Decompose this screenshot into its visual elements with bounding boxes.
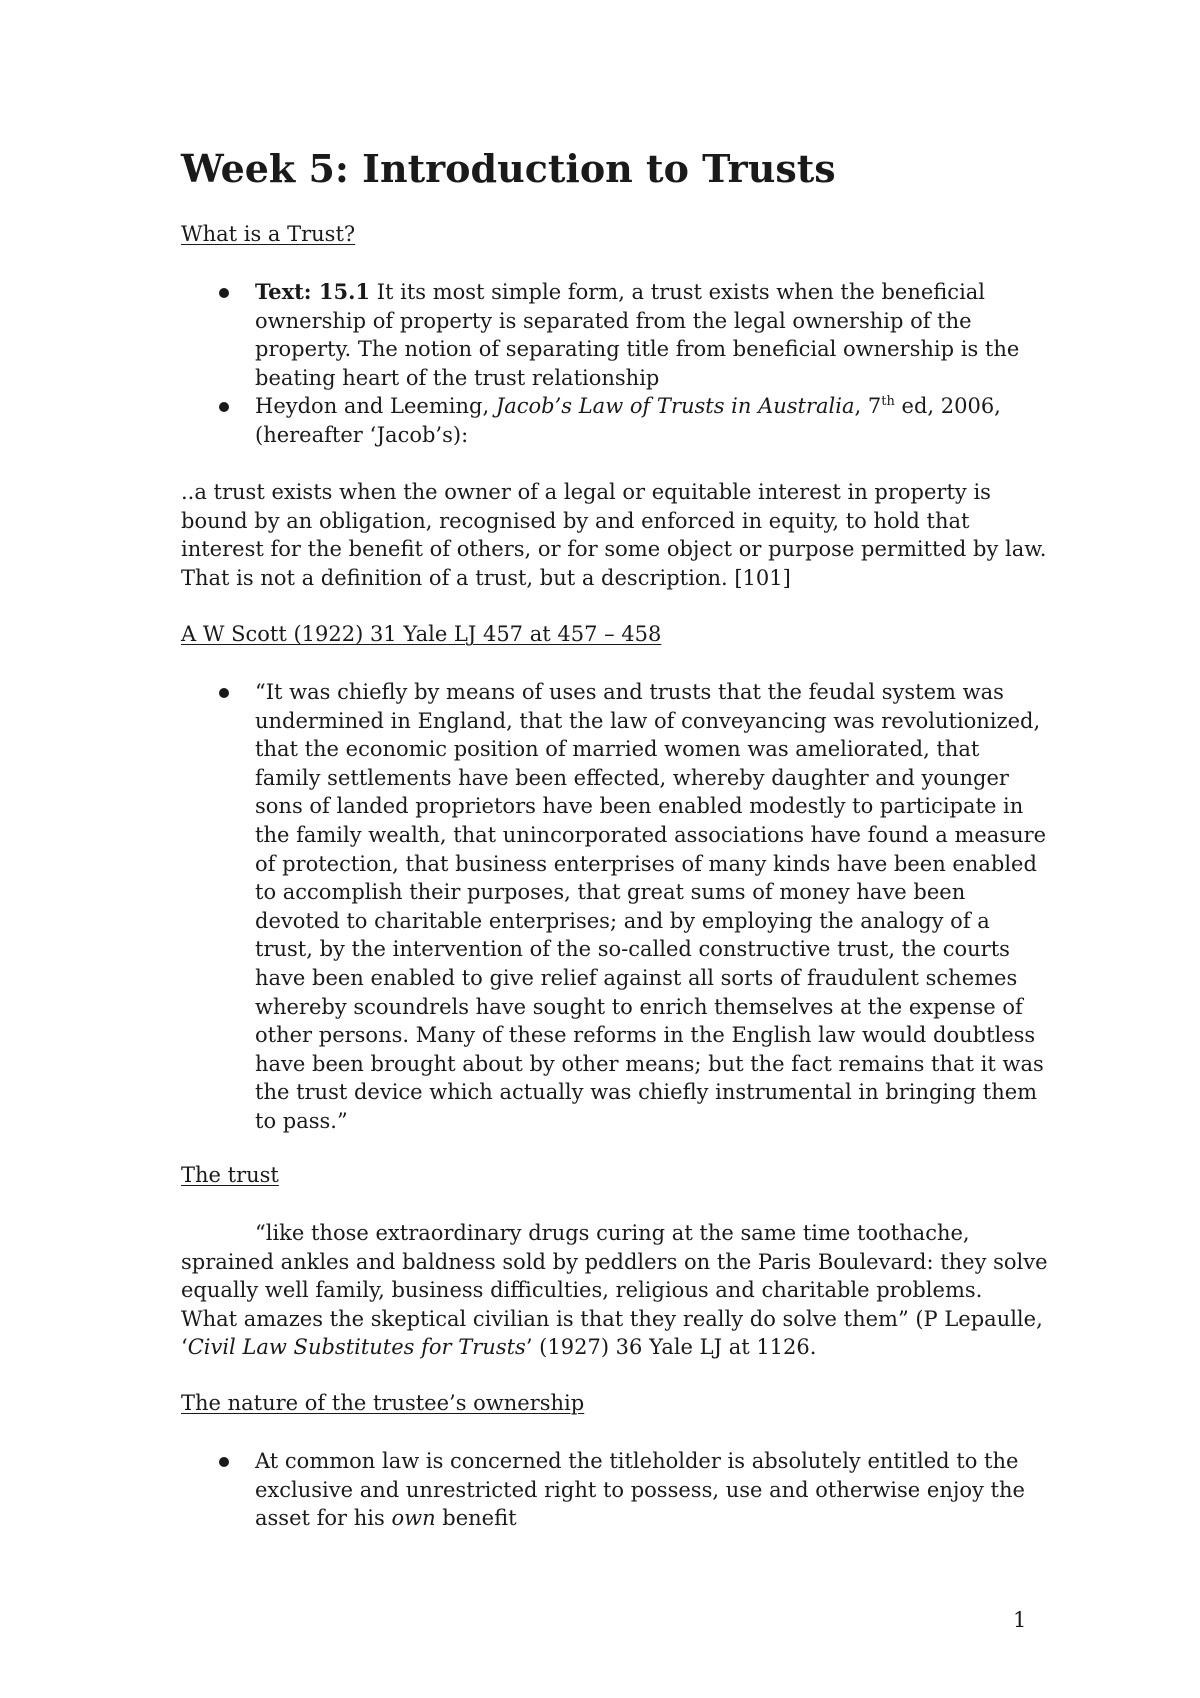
bullet-list-what-is-a-trust [255,278,1045,450]
quote-line: equally well family, business difficulties, religious and charitable problems. [181,1278,983,1303]
quote-line: ‘Civil Law Substitutes for Trusts’ (1927) 36 Yale LJ at 1126. [181,1335,817,1360]
lepaulle-quote [181,1219,1048,1362]
bullet-line: At common law is concerned the titleholder is absolutely entitled to the [255,1449,1019,1473]
bullet-common-law [255,1447,1045,1533]
bullet-line: the trust device which actually was chiefly instrumental in bringing them [255,1080,1038,1105]
bullet-line: family settlements have been effected, whereby daughter and younger [255,765,1009,790]
bullet-line: to pass.” [255,1108,348,1133]
quote-line: ..a trust exists when the owner of a legal or equitable interest in property is [181,480,991,504]
bullet-line: “It was chiefly by means of uses and trusts that the feudal system was [255,680,1004,704]
bullet-line: trust, by the intervention of the so-called constructive trust, the courts [255,937,1010,962]
bullet-line: have been brought about by other means; but the fact remains that it was [255,1051,1044,1076]
heading-trustee-ownership: The nature of the trustee’s ownership [181,1391,585,1415]
bullet-line: beating heart of the trust relationship [255,365,660,390]
emphasis-own: own [391,1506,436,1531]
bullet-line: to accomplish their purposes, that great sums of money have been [255,880,966,905]
bullet-icon [219,402,229,412]
quote-line: bound by an obligation, recognised by and enforced in equity, to hold that [181,508,970,533]
quote-line: sprained ankles and baldness sold by peddlers on the Paris Boulevard: they solve [181,1249,1048,1274]
jacobs-quote [181,478,1047,592]
quote-line: What amazes the skeptical civilian is that they really do solve them” (P Lepaulle, [181,1306,1043,1331]
bullet-icon [219,288,229,298]
bullet-line: whereby scoundrels have sought to enrich themselves at the expense of [255,994,1023,1019]
bullet-line: the family wealth, that unincorporated associations have found a measure [255,822,1047,847]
bullet-line: ownership of property is separated from the legal ownership of the [255,308,972,333]
quote-line: “like those extraordinary drugs curing at the same time toothache, [255,1221,970,1245]
bullet-line: other persons. Many of these reforms in the English law would doubtless [255,1023,1036,1048]
page-title: Week 5: Introduction to Trusts [181,146,836,191]
bullet-line: that the economic position of married women was ameliorated, that [255,737,980,762]
bullet-line: devoted to charitable enterprises; and by employing the analogy of a [255,908,990,933]
bold-label: Text: 15.1 [255,279,371,304]
bullet-icon [219,1457,229,1467]
bullet-line: property. The notion of separating title from beneficial ownership is the [255,337,1020,362]
quote-line: That is not a definition of a trust, but a description. [101] [181,565,791,590]
bullet-scott-quote [255,678,1045,1136]
bullet-line: (hereafter ‘Jacob’s): [255,422,469,447]
bullet-list-scott [255,678,1045,1136]
bullet-text-15-1 [255,278,1045,392]
bullet-line: Heydon and Leeming, Jacob’s Law of Trusts in Australia, 7th ed, 2006, [255,394,1001,419]
bullet-line: exclusive and unrestricted right to possess, use and otherwise enjoy the [255,1477,1025,1502]
quote-line: interest for the benefit of others, or for some object or purpose permitted by law. [181,537,1047,562]
heading-what-is-a-trust: What is a Trust? [181,222,356,246]
heading-the-trust: The trust [181,1163,279,1187]
page-number: 1 [1013,1608,1027,1632]
article-title: Civil Law Substitutes for Trusts [187,1335,526,1360]
bullet-line: sons of landed proprietors have been enabled modestly to participate in [255,794,1024,819]
bullet-line: have been enabled to give relief against all sorts of fraudulent schemes [255,965,1018,990]
bullet-icon [219,688,229,698]
bullet-line: of protection, that business enterprises of many kinds have been enabled [255,851,1037,876]
book-title: Jacob’s Law of Trusts in Australia [495,394,855,419]
bullet-list-trustee-ownership [255,1447,1045,1533]
bullet-jacobs [255,392,1045,449]
bullet-line: undermined in England, that the law of conveyancing was revolutionized, [255,708,1041,733]
bullet-line: Text: 15.1 It its most simple form, a trust exists when the beneficial [255,279,986,304]
heading-scott: A W Scott (1922) 31 Yale LJ 457 at 457 – 458 [181,622,662,646]
bullet-line: asset for his own benefit [255,1506,517,1531]
